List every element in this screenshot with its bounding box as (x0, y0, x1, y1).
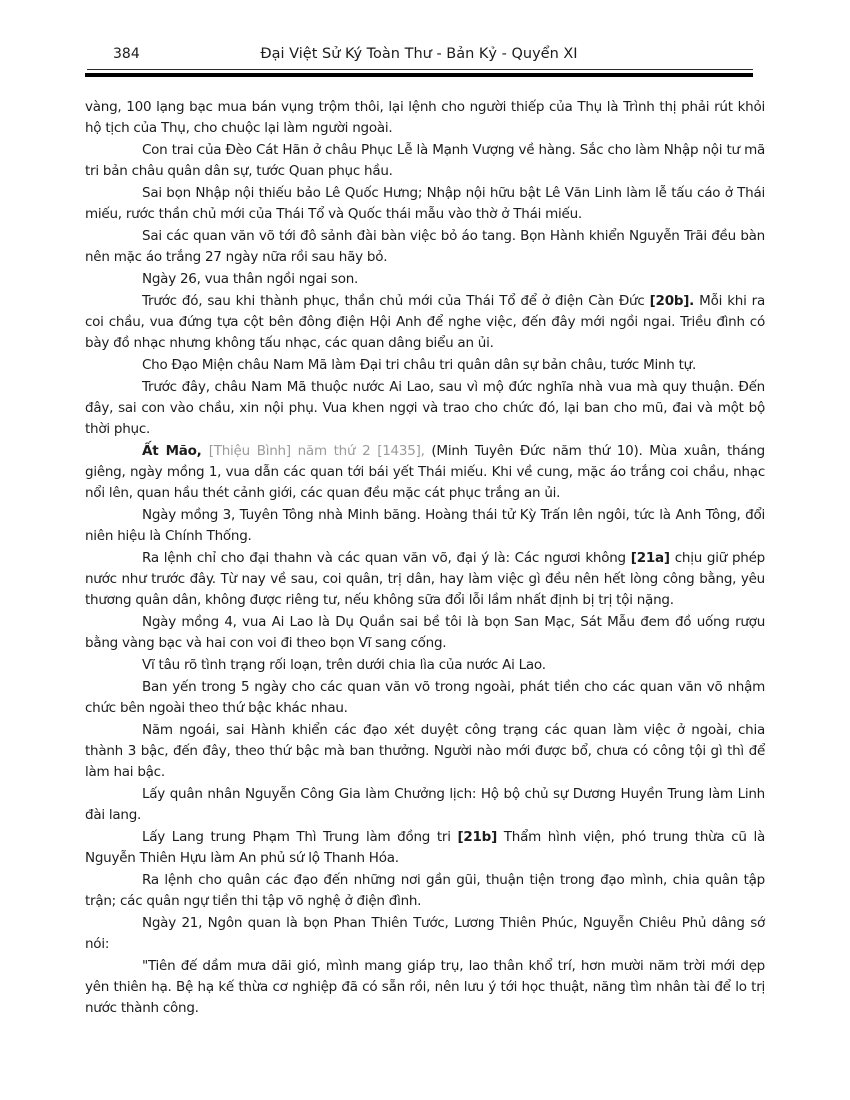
text-segment: Thẩm hình viện, phó trung thừa cũ là Nguyễn Thiên Hựu làm An phủ sứ lộ Thanh Hóa. (85, 829, 765, 866)
text-segment: Năm ngoái, sai Hành khiển các đạo xét duyệt công trạng các quan làm việc ở ngoài, chia thành 3 bậc, đến đây, theo thứ bậc mà ban thưởng. Người nào mới được bổ, chưa có công tội gì thì để làm hai bậc. (85, 722, 765, 780)
text-segment: [20b]. (649, 293, 695, 309)
text-segment: [21a] (630, 550, 670, 566)
text-segment: Lấy Lang trung Phạm Thì Trung làm đồng tri (142, 829, 458, 845)
paragraph (85, 827, 765, 869)
text-segment: Vĩ tâu rõ tình trạng rối loạn, trên dưới chia lìa của nước Ai Lao. (142, 657, 546, 673)
paragraph (85, 720, 765, 783)
text-segment: chịu giữ phép nước như trước đây. Từ nay về sau, coi quân, trị dân, hay làm việc gì đều nên hết lòng công bằng, yêu thương quân dân, không được riêng tư, nếu không sữa đổi lỗi lầm nhất định bị trị tội nặng. (85, 550, 765, 608)
header-title: Đại Việt Sử Ký Toàn Thư - Bản Kỷ - Quyển XI (260, 46, 578, 62)
paragraph (85, 677, 765, 719)
text-segment: Sai bọn Nhập nội thiếu bảo Lê Quốc Hưng; Nhập nội hữu bật Lê Văn Linh làm lễ tấu cáo ở Thái miếu, rước thần chủ mới của Thái Tổ và Quốc thái mẫu vào thờ ở Thái miếu. (85, 185, 765, 222)
text-segment: Sai các quan văn võ tới đô sảnh đài bàn việc bỏ áo tang. Bọn Hành khiển Nguyễn Trãi đều bàn nên mặc áo trắng 27 ngày nữa rồi sau hãy bỏ. (85, 228, 765, 265)
paragraph (85, 956, 765, 1019)
text-segment: vàng, 100 lạng bạc mua bán vụng trộm thôi, lại lệnh cho người thiếp của Thụ là Trình thị phải rút khỏi hộ tịch của Thụ, cho chuộc lại làm người ngoài. (85, 99, 765, 136)
text-segment: Mỗi khi ra coi chầu, vua đứng tựa cột bên đông điện Hội Anh để nghe việc, đến đây mới ngồi ngai. Triều đình có bày đồ nhạc nhưng không tấu nhạc, các quan dâng biểu an ủi. (85, 293, 765, 351)
paragraph (85, 183, 765, 225)
paragraph (85, 97, 765, 139)
header-rule-thick (85, 73, 753, 77)
text-segment: "Tiên đế dầm mưa dãi gió, mình mang giáp trụ, lao thân khổ trí, hơn mười năm trời mới dẹp yên thiên hạ. Bệ hạ kế thừa cơ nghiệp đã có sẵn rồi, nên lưu ý tới học thuật, năng tìm nhân tài để lo trị nước thành công. (85, 958, 765, 1016)
paragraph (85, 612, 765, 654)
text-segment: Ất Mão, (142, 443, 209, 459)
paragraph (85, 784, 765, 826)
paragraph (85, 655, 765, 676)
text-segment: Ngày 21, Ngôn quan là bọn Phan Thiên Tước, Lương Thiên Phúc, Nguyễn Chiêu Phủ dâng sớ nói: (85, 915, 765, 952)
text-segment: Ngày 26, vua thân ngồi ngai son. (142, 271, 359, 287)
paragraph (85, 269, 765, 290)
text-segment: Lấy quân nhân Nguyễn Công Gia làm Chưởng lịch: Hộ bộ chủ sự Dương Huyền Trung làm Linh đài lang. (85, 786, 765, 823)
text-segment: [21b] (457, 829, 498, 845)
paragraph (85, 140, 765, 182)
page-number: 384 (113, 46, 140, 62)
text-segment: Ra lệnh chỉ cho đại thahn và các quan văn võ, đại ý là: Các ngươi không (142, 550, 631, 566)
paragraph (85, 355, 765, 376)
paragraph (85, 548, 765, 611)
text-segment: Cho Đạo Miện châu Nam Mã làm Đại tri châu tri quân dân sự bản châu, tước Minh tự. (142, 357, 697, 373)
paragraph (85, 913, 765, 955)
paragraph (85, 505, 765, 547)
page-header (85, 46, 753, 68)
text-segment: Trước đó, sau khi thành phục, thần chủ mới của Thái Tổ để ở điện Càn Đức (142, 293, 650, 309)
text-segment: Ngày mồng 3, Tuyên Tông nhà Minh băng. Hoàng thái tử Kỳ Trấn lên ngôi, tức là Anh Tông, đổi niên hiệu là Chính Thống. (85, 507, 765, 544)
text-segment: [Thiệu Bình] năm thứ 2 [1435], (208, 443, 432, 459)
paragraph (85, 870, 765, 912)
text-segment: (Minh Tuyên Đức năm thứ 10). Mùa xuân, tháng giêng, ngày mồng 1, vua dẫn các quan tới bái yết Thái miếu. Khi về cung, mặc áo trắng coi chầu, nhạc nổi lên, quan hầu thét cảnh giới, các quan đều mặc cát phục trắng an ủi. (85, 443, 765, 501)
text-segment: Ra lệnh cho quân các đạo đến những nơi gần gũi, thuận tiện trong đạo mình, chia quân tập trận; các quân ngự tiền thi tập võ nghệ ở điện đình. (85, 872, 765, 909)
paragraph (85, 377, 765, 440)
paragraph (85, 291, 765, 354)
text-segment: Ban yến trong 5 ngày cho các quan văn võ trong ngoài, phát tiền cho các quan văn võ nhậm chức bên ngoài theo thứ bậc khác nhau. (85, 679, 765, 716)
paragraph (85, 226, 765, 268)
header-rule-thin (87, 69, 753, 70)
paragraph (85, 441, 765, 504)
text-segment: Trước đây, châu Nam Mã thuộc nước Ai Lao, sau vì mộ đức nghĩa nhà vua mà quy thuận. Đến đây, sai con vào chầu, xin nội phụ. Vua khen ngợi và trao cho chức đó, lại ban cho mũ, đai và một bộ thời phục. (85, 379, 765, 437)
document-body (85, 97, 765, 1020)
text-segment: Ngày mồng 4, vua Ai Lao là Dụ Quần sai bề tôi là bọn San Mạc, Sát Mẫu đem đồ uống rượu bằng vàng bạc và hai con voi đi theo bọn Vĩ sang cống. (85, 614, 765, 651)
text-segment: Con trai của Đèo Cát Hãn ở châu Phục Lễ là Mạnh Vượng về hàng. Sắc cho làm Nhập nội tư mã tri bản châu quân dân sự, tước Quan phục hầu. (85, 142, 765, 179)
